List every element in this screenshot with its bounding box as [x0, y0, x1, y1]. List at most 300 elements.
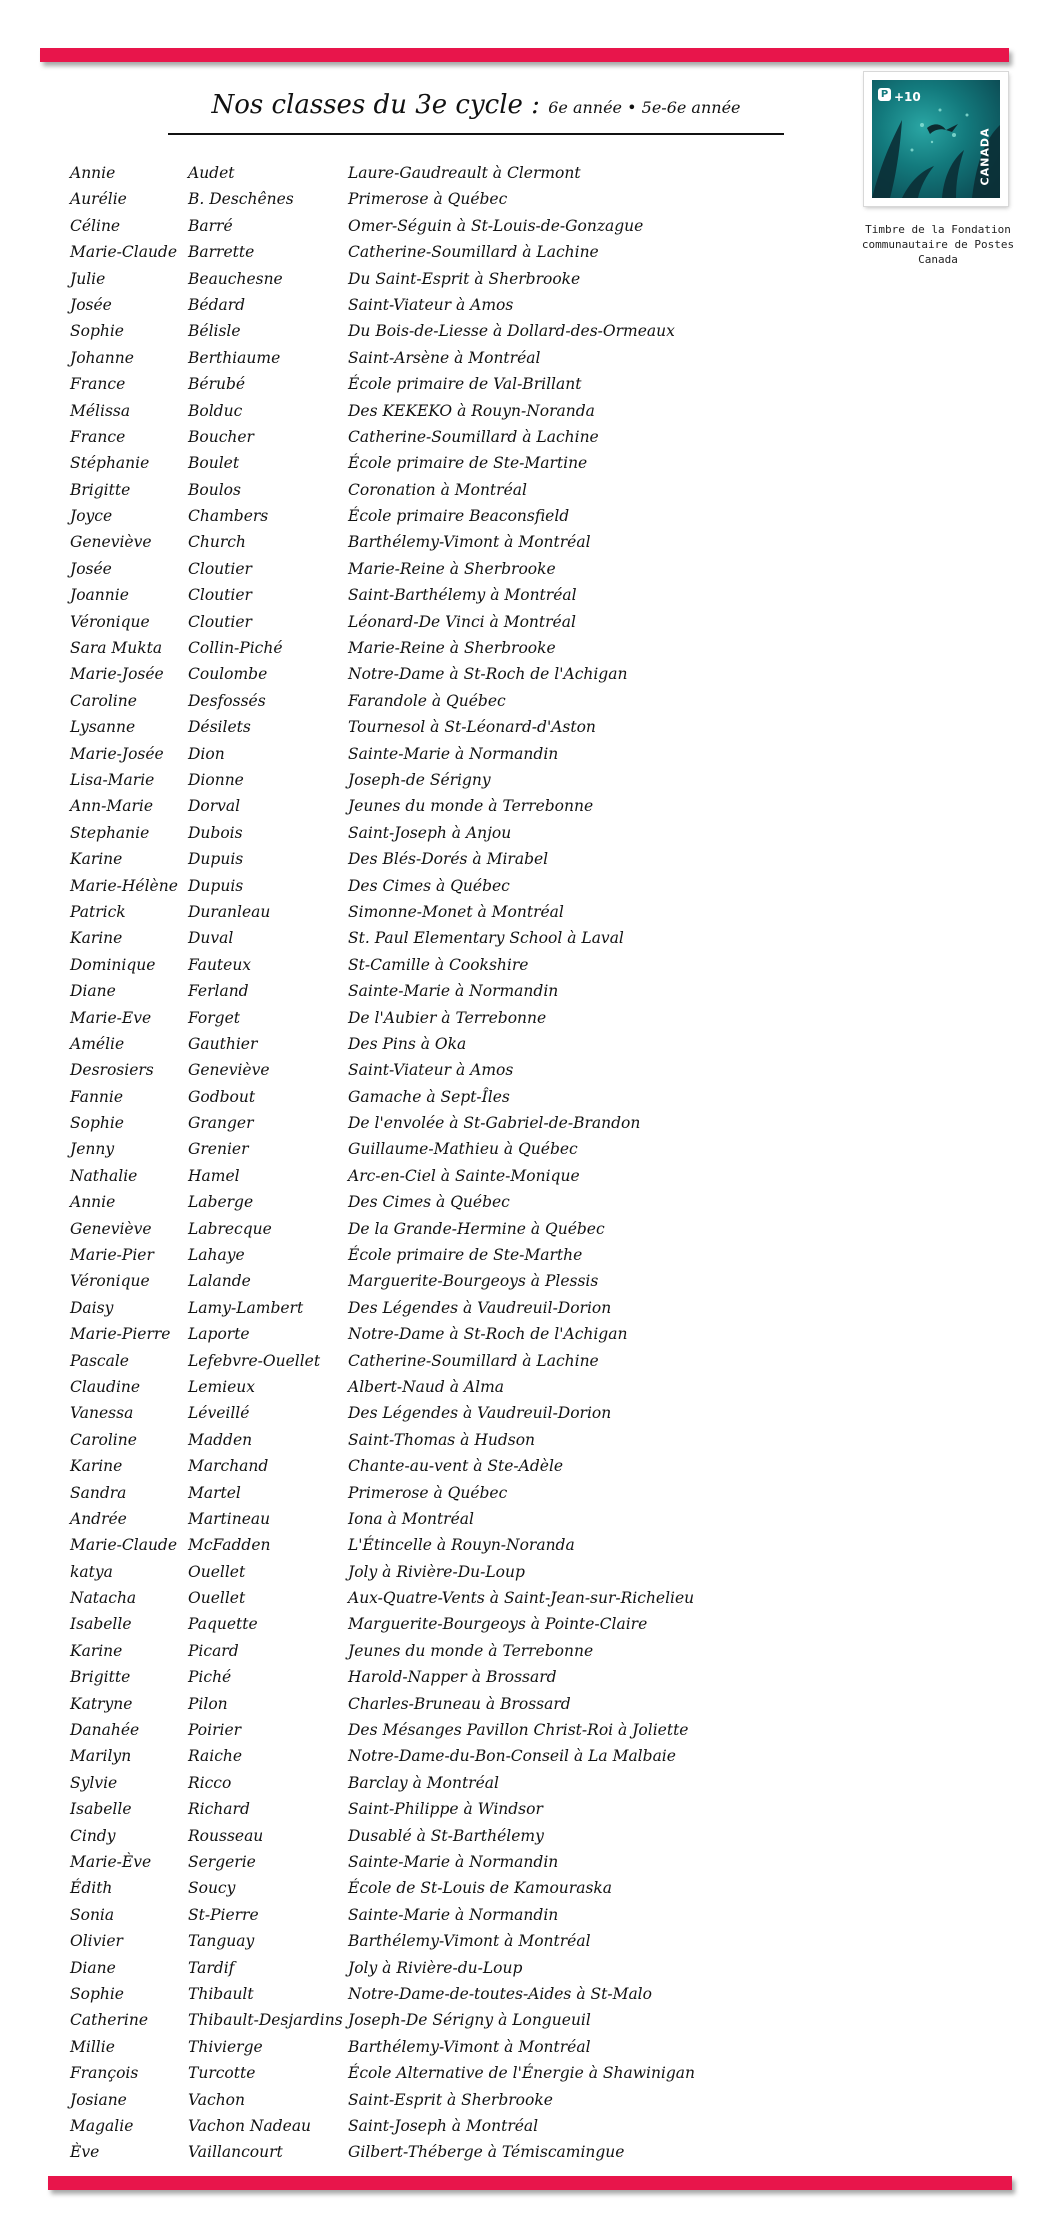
roster-row	[70, 292, 850, 318]
roster-row	[70, 1902, 850, 1928]
first-name: Marie-Claude	[70, 243, 178, 262]
last-name: Desfossés	[188, 691, 266, 710]
roster-row	[70, 503, 850, 529]
last-name: Sergerie	[188, 1853, 256, 1871]
first-name: Céline	[70, 216, 121, 235]
last-name: Lalande	[188, 1272, 251, 1291]
last-name: Piché	[188, 1668, 232, 1687]
roster-row	[70, 661, 850, 687]
first-name: Pascale	[70, 1351, 129, 1370]
school-name: Harold-Napper à Brossard	[348, 1668, 557, 1687]
roster-row	[70, 1321, 850, 1347]
first-name: Aurélie	[70, 190, 127, 209]
first-name: katya	[70, 1562, 113, 1581]
first-name: Ann-Marie	[70, 797, 154, 816]
last-name: Granger	[188, 1114, 254, 1133]
school-name: Catherine-Soumillard à Lachine	[348, 243, 599, 262]
roster-row	[70, 1638, 850, 1664]
school-name: Des Mésanges Pavillon Christ-Roi à Joliette	[348, 1721, 689, 1740]
first-name: Katryne	[70, 1694, 133, 1713]
top-accent-bar	[40, 48, 1009, 62]
roster-row	[70, 239, 850, 265]
roster-row	[70, 1796, 850, 1822]
school-name: Charles-Bruneau à Brossard	[348, 1694, 571, 1713]
roster-row	[70, 978, 850, 1004]
first-name: Diane	[70, 982, 116, 1001]
roster-row	[70, 1770, 850, 1796]
first-name: Marie-Eve	[70, 1008, 152, 1027]
last-name: Audet	[188, 164, 235, 182]
roster-row	[70, 793, 850, 819]
school-name: Primerose à Québec	[348, 1483, 508, 1502]
school-name: Sainte-Marie à Normandin	[348, 1853, 559, 1871]
school-name: Sainte-Marie à Normandin	[348, 744, 559, 763]
roster-row	[70, 2113, 850, 2139]
roster-row	[70, 345, 850, 371]
school-name: Catherine-Soumillard à Lachine	[348, 427, 599, 446]
last-name: Laberge	[188, 1193, 254, 1212]
school-name: Sainte-Marie à Normandin	[348, 1905, 559, 1924]
last-name: Thibault	[188, 1984, 254, 2003]
roster-row	[70, 1216, 850, 1242]
first-name: Sylvie	[70, 1773, 118, 1792]
last-name: Coulombe	[188, 665, 268, 684]
first-name: Sara Mukta	[70, 639, 163, 658]
first-name: Sandra	[70, 1483, 127, 1502]
last-name: Dorval	[188, 797, 241, 816]
school-name: Léonard-De Vinci à Montréal	[348, 612, 576, 631]
roster-row	[70, 160, 850, 186]
school-name: Du Saint-Esprit à Sherbrooke	[348, 269, 581, 288]
last-name: Dupuis	[188, 850, 244, 869]
first-name: Édith	[70, 1879, 113, 1898]
school-name: Albert-Naud à Alma	[348, 1377, 505, 1396]
school-name: Guillaume-Mathieu à Québec	[348, 1140, 578, 1159]
first-name: Sophie	[70, 1984, 124, 2003]
stamp-artwork	[872, 80, 1000, 198]
school-name: Des Légendes à Vaudreuil-Dorion	[348, 1298, 612, 1317]
school-name: Aux-Quatre-Vents à Saint-Jean-sur-Richelieu	[348, 1589, 695, 1608]
last-name: Cloutier	[188, 586, 252, 605]
school-name: Des Pins à Oka	[348, 1034, 467, 1053]
roster-row	[70, 1691, 850, 1717]
last-name: Thibault-Desjardins	[188, 2011, 343, 2030]
roster-row	[70, 266, 850, 292]
school-name: Joly à Rivière-du-Loup	[348, 1958, 523, 1977]
school-name: Joly à Rivière-Du-Loup	[348, 1562, 525, 1581]
roster-row	[70, 582, 850, 608]
first-name: Natacha	[70, 1589, 137, 1608]
roster-row	[70, 1532, 850, 1558]
roster-row	[70, 1268, 850, 1294]
roster-row	[70, 1242, 850, 1268]
roster-row	[70, 873, 850, 899]
first-name: Johanne	[70, 348, 134, 367]
roster-row	[70, 1480, 850, 1506]
last-name: McFadden	[188, 1536, 271, 1555]
last-name: Geneviève	[188, 1061, 270, 1080]
last-name: Lefebvre-Ouellet	[188, 1351, 321, 1370]
roster-row	[70, 1506, 850, 1532]
teacher-roster	[70, 160, 850, 2166]
first-name: Joyce	[70, 507, 113, 526]
last-name: Chambers	[188, 507, 269, 526]
stamp-caption: Timbre de la Fondation communautaire de Postes Canada	[861, 223, 1015, 266]
last-name: Désilets	[188, 718, 251, 737]
school-name: St-Camille à Cookshire	[348, 955, 529, 974]
first-name: Josiane	[70, 2090, 127, 2109]
first-name: Magalie	[70, 2116, 134, 2135]
first-name: Karine	[70, 1457, 123, 1476]
school-name: Simonne-Monet à Montréal	[348, 902, 564, 921]
last-name: Laporte	[188, 1325, 250, 1344]
school-name: École primaire de Ste-Martine	[348, 454, 588, 473]
last-name: Vachon Nadeau	[188, 2116, 312, 2135]
roster-row	[70, 1559, 850, 1585]
school-name: Saint-Esprit à Sherbrooke	[348, 2090, 553, 2109]
roster-row	[70, 213, 850, 239]
school-name: St. Paul Elementary School à Laval	[348, 929, 624, 948]
roster-row	[70, 1849, 850, 1875]
last-name: Thivierge	[188, 2037, 263, 2056]
first-name: Marie-Josée	[70, 665, 164, 684]
first-name: Olivier	[70, 1932, 123, 1951]
first-name: Nathalie	[70, 1166, 138, 1185]
school-name: École de St-Louis de Kamouraska	[348, 1879, 613, 1898]
school-name: Saint-Viateur à Amos	[348, 1061, 514, 1080]
first-name: France	[70, 375, 126, 394]
roster-row	[70, 714, 850, 740]
roster-row	[70, 741, 850, 767]
roster-row	[70, 846, 850, 872]
roster-row	[70, 1585, 850, 1611]
roster-row	[70, 1611, 850, 1637]
roster-row	[70, 1400, 850, 1426]
roster-row	[70, 1189, 850, 1215]
last-name: Ouellet	[188, 1562, 246, 1581]
roster-row	[70, 1136, 850, 1162]
first-name: Fannie	[70, 1087, 124, 1106]
school-name: Iona à Montréal	[348, 1509, 474, 1528]
school-name: Saint-Barthélemy à Montréal	[348, 586, 577, 605]
first-name: Josée	[70, 559, 112, 578]
first-name: Joannie	[70, 586, 129, 605]
first-name: Sonia	[70, 1905, 115, 1924]
last-name: Marchand	[188, 1457, 269, 1476]
roster-row	[70, 424, 850, 450]
first-name: Sophie	[70, 1114, 124, 1133]
school-name: Marguerite-Bourgeoys à Pointe-Claire	[348, 1615, 648, 1634]
last-name: Martel	[188, 1483, 241, 1502]
first-name: Marie-Hélène	[70, 876, 178, 895]
first-name: Mélissa	[70, 401, 131, 420]
school-name: Saint-Arsène à Montréal	[348, 348, 541, 367]
last-name: Ferland	[188, 982, 249, 1001]
last-name: Léveillé	[188, 1404, 250, 1423]
last-name: Madden	[188, 1430, 253, 1449]
roster-row	[70, 952, 850, 978]
school-name: Joseph-De Sérigny à Longueuil	[348, 2011, 591, 2030]
roster-row	[70, 1005, 850, 1031]
last-name: Dionne	[188, 770, 244, 789]
first-name: Geneviève	[70, 1219, 152, 1238]
first-name: Daisy	[70, 1298, 114, 1317]
school-name: École primaire Beaconsfield	[348, 507, 570, 526]
last-name: Tardif	[188, 1958, 235, 1977]
first-name: Lysanne	[70, 718, 136, 737]
first-name: Véronique	[70, 612, 150, 631]
school-name: L'Étincelle à Rouyn-Noranda	[348, 1536, 575, 1555]
first-name: Desrosiers	[70, 1061, 154, 1080]
last-name: Gauthier	[188, 1034, 258, 1053]
roster-row	[70, 925, 850, 951]
first-name: Annie	[70, 1193, 116, 1212]
last-name: Duranleau	[188, 902, 271, 921]
roster-row	[70, 1823, 850, 1849]
school-name: Marie-Reine à Sherbrooke	[348, 559, 556, 578]
last-name: Godbout	[188, 1087, 256, 1106]
first-name: Annie	[70, 164, 116, 182]
postage-stamp	[864, 72, 1008, 206]
last-name: Collin-Piché	[188, 639, 283, 658]
last-name: Ricco	[188, 1773, 232, 1792]
first-name: Patrick	[70, 902, 126, 921]
school-name: École Alternative de l'Énergie à Shawinigan	[348, 2064, 696, 2083]
school-name: Omer-Séguin à St-Louis-de-Gonzague	[348, 216, 644, 235]
roster-row	[70, 1295, 850, 1321]
roster-row	[70, 1981, 850, 2007]
last-name: Dubois	[188, 823, 243, 842]
stamp-value: +10	[894, 90, 921, 104]
first-name: Karine	[70, 850, 123, 869]
school-name: Chante-au-vent à Ste-Adèle	[348, 1457, 564, 1476]
roster-row	[70, 2087, 850, 2113]
school-name: Catherine-Soumillard à Lachine	[348, 1351, 599, 1370]
last-name: Poirier	[188, 1721, 242, 1740]
last-name: Richard	[188, 1800, 250, 1819]
last-name: Berthiaume	[188, 348, 281, 367]
first-name: Geneviève	[70, 533, 152, 552]
first-name: Sophie	[70, 322, 124, 341]
last-name: Bélisle	[188, 322, 241, 341]
last-name: Vachon	[188, 2090, 245, 2109]
first-name: Marie-Claude	[70, 1536, 178, 1555]
school-name: De l'Aubier à Terrebonne	[348, 1008, 547, 1027]
roster-row	[70, 1717, 850, 1743]
last-name: Boulos	[188, 480, 241, 499]
school-name: École primaire de Val-Brillant	[348, 375, 582, 394]
school-name: Notre-Dame à St-Roch de l'Achigan	[348, 1325, 628, 1344]
last-name: Fauteux	[188, 955, 252, 974]
last-name: Lahaye	[188, 1246, 245, 1265]
school-name: Jeunes du monde à Terrebonne	[348, 797, 594, 816]
school-name: Notre-Dame-du-Bon-Conseil à La Malbaie	[348, 1747, 676, 1766]
school-name: Barthélemy-Vimont à Montréal	[348, 2037, 591, 2056]
roster-row	[70, 556, 850, 582]
first-name: Danahée	[70, 1721, 140, 1740]
school-name: Tournesol à St-Léonard-d'Aston	[348, 718, 596, 737]
first-name: Josée	[70, 295, 112, 314]
first-name: Caroline	[70, 691, 137, 710]
last-name: Duval	[188, 929, 234, 948]
last-name: Dion	[188, 744, 225, 763]
last-name: Vaillancourt	[188, 2143, 283, 2162]
roster-row	[70, 635, 850, 661]
school-name: Farandole à Québec	[348, 691, 506, 710]
roster-row	[70, 1374, 850, 1400]
school-name: Du Bois-de-Liesse à Dollard-des-Ormeaux	[348, 322, 675, 341]
first-name: Vanessa	[70, 1404, 134, 1423]
first-name: Cindy	[70, 1826, 116, 1845]
school-name: Saint-Philippe à Windsor	[348, 1800, 543, 1819]
bottom-accent-bar	[48, 2176, 1012, 2190]
school-name: Laure-Gaudreault à Clermont	[348, 164, 581, 182]
roster-row	[70, 1928, 850, 1954]
roster-row	[70, 820, 850, 846]
school-name: Saint-Thomas à Hudson	[348, 1430, 536, 1449]
last-name: Bédard	[188, 295, 246, 314]
last-name: Cloutier	[188, 612, 252, 631]
first-name: Marie-Pierre	[70, 1325, 171, 1344]
roster-row	[70, 477, 850, 503]
roster-row	[70, 1110, 850, 1136]
first-name: Diane	[70, 1958, 116, 1977]
school-name: Des Cimes à Québec	[348, 876, 510, 895]
roster-row	[70, 767, 850, 793]
roster-row	[70, 1664, 850, 1690]
roster-row	[70, 2034, 850, 2060]
roster-row	[70, 186, 850, 212]
roster-row	[70, 1163, 850, 1189]
first-name: Caroline	[70, 1430, 137, 1449]
roster-row	[70, 371, 850, 397]
first-name: Marie-Pier	[70, 1246, 154, 1265]
roster-row	[70, 899, 850, 925]
first-name: Marie-Ève	[70, 1853, 152, 1871]
first-name: Stéphanie	[70, 454, 150, 473]
school-name: Notre-Dame à St-Roch de l'Achigan	[348, 665, 628, 684]
roster-row	[70, 609, 850, 635]
school-name: École primaire de Ste-Marthe	[348, 1246, 583, 1265]
first-name: Brigitte	[70, 480, 131, 499]
school-name: Des Blés-Dorés à Mirabel	[348, 850, 549, 869]
first-name: Jenny	[70, 1140, 115, 1159]
last-name: Bolduc	[188, 401, 243, 420]
roster-row	[70, 2060, 850, 2086]
stamp-country: CANADA	[978, 127, 992, 186]
school-name: Saint-Viateur à Amos	[348, 295, 514, 314]
school-name: Notre-Dame-de-toutes-Aides à St-Malo	[348, 1984, 652, 2003]
first-name: François	[70, 2064, 139, 2083]
last-name: Paquette	[188, 1615, 258, 1634]
school-name: De la Grande-Hermine à Québec	[348, 1219, 605, 1238]
school-name: Joseph-de Sérigny	[348, 770, 491, 789]
last-name: Barrette	[188, 243, 255, 262]
first-name: Millie	[70, 2037, 115, 2056]
school-name: Des KEKEKO à Rouyn-Noranda	[348, 401, 595, 420]
school-name: Dusablé à St-Barthélemy	[348, 1826, 544, 1845]
roster-row	[70, 1427, 850, 1453]
roster-row	[70, 1084, 850, 1110]
last-name: Ouellet	[188, 1589, 246, 1608]
roster-row	[70, 1031, 850, 1057]
roster-row	[70, 2007, 850, 2033]
title-subtitle: 6e année • 5e-6e année	[548, 98, 741, 117]
school-name: Des Légendes à Vaudreuil-Dorion	[348, 1404, 612, 1423]
school-name: Coronation à Montréal	[348, 480, 527, 499]
last-name: Martineau	[188, 1509, 271, 1528]
first-name: Catherine	[70, 2011, 149, 2030]
roster-row	[70, 450, 850, 476]
first-name: Andrée	[70, 1509, 127, 1528]
first-name: Julie	[70, 269, 106, 288]
school-name: Marguerite-Bourgeoys à Plessis	[348, 1272, 599, 1291]
first-name: Dominique	[70, 955, 156, 974]
last-name: Lamy-Lambert	[188, 1298, 304, 1317]
first-name: Brigitte	[70, 1668, 131, 1687]
last-name: Boulet	[188, 454, 240, 473]
last-name: Bérubé	[188, 375, 246, 394]
last-name: Raiche	[188, 1747, 243, 1766]
roster-row	[70, 1955, 850, 1981]
title-underline	[168, 133, 784, 135]
last-name: Church	[188, 533, 246, 552]
school-name: Barthélemy-Vimont à Montréal	[348, 1932, 591, 1951]
school-name: Barthélemy-Vimont à Montréal	[348, 533, 591, 552]
school-name: Barclay à Montréal	[348, 1773, 499, 1792]
roster-row	[70, 1453, 850, 1479]
first-name: Véronique	[70, 1272, 150, 1291]
first-name: Marilyn	[70, 1747, 132, 1766]
last-name: Beauchesne	[188, 269, 283, 288]
last-name: Rousseau	[188, 1826, 264, 1845]
last-name: Lemieux	[188, 1377, 256, 1396]
school-name: Primerose à Québec	[348, 190, 508, 209]
last-name: Soucy	[188, 1879, 236, 1898]
last-name: Turcotte	[188, 2064, 256, 2083]
first-name: Stephanie	[70, 823, 150, 842]
first-name: France	[70, 427, 126, 446]
school-name: De l'envolée à St-Gabriel-de-Brandon	[348, 1114, 641, 1133]
first-name: Isabelle	[70, 1615, 132, 1634]
last-name: Cloutier	[188, 559, 252, 578]
last-name: Labrecque	[188, 1219, 272, 1238]
last-name: Boucher	[188, 427, 254, 446]
roster-row	[70, 688, 850, 714]
first-name: Marie-Josée	[70, 744, 164, 763]
first-name: Isabelle	[70, 1800, 132, 1819]
school-name: Arc-en-Ciel à Sainte-Monique	[348, 1166, 580, 1185]
last-name: Tanguay	[188, 1932, 255, 1951]
page-title	[168, 88, 784, 125]
last-name: Grenier	[188, 1140, 249, 1159]
school-name: Jeunes du monde à Terrebonne	[348, 1641, 594, 1660]
roster-row	[70, 1057, 850, 1083]
first-name: Karine	[70, 929, 123, 948]
last-name: Hamel	[188, 1166, 240, 1185]
first-name: Ève	[70, 2143, 100, 2162]
school-name: Saint-Joseph à Anjou	[348, 823, 512, 842]
school-name: Marie-Reine à Sherbrooke	[348, 639, 556, 658]
school-name: Saint-Joseph à Montréal	[348, 2116, 539, 2135]
first-name: Amélie	[70, 1034, 125, 1053]
school-name: Gilbert-Théberge à Témiscamingue	[348, 2143, 625, 2162]
last-name: Picard	[188, 1641, 239, 1660]
first-name: Karine	[70, 1641, 123, 1660]
school-name: Des Cimes à Québec	[348, 1193, 510, 1212]
first-name: Lisa-Marie	[70, 770, 155, 789]
roster-row	[70, 2139, 850, 2165]
